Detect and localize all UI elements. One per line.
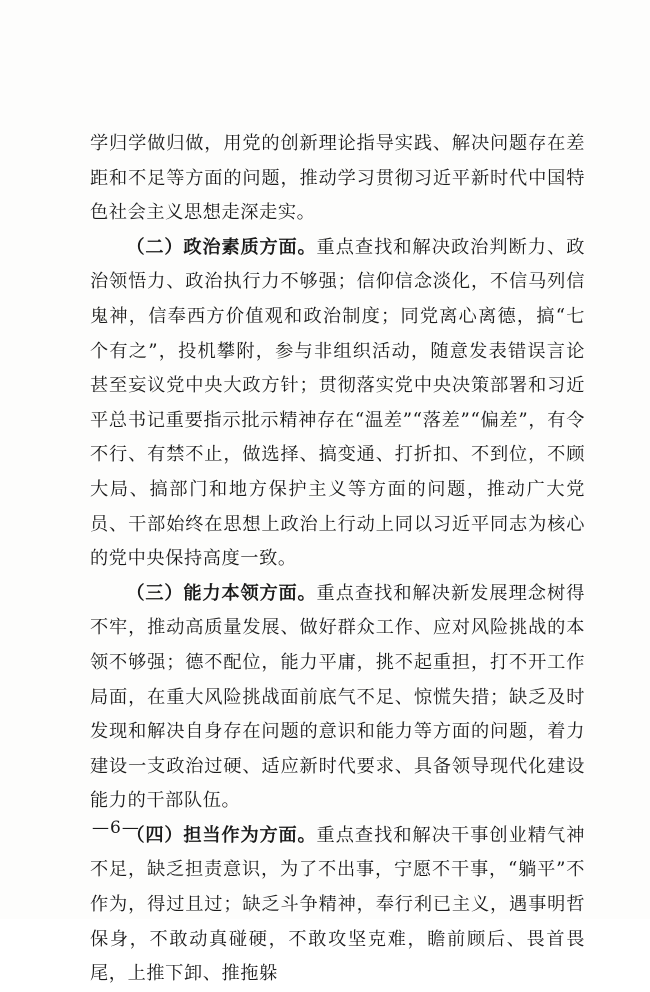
section-body: 重点查找和解决政治判断力、政治领悟力、政治执行力不够强；信仰信念淡化，不信马列信鬼神，信奉西方价值观和政治制度；同党离心离德，搞“七个有之”，投机攀附，参与非组织活动，随意发表错误言论甚至妄议党中央大政方针；贯彻落实党中央决策部署和习近平总书记重要指示批示精神存在“温差”“落差”“偏差”，有令不行、有禁不止，做选择、搞变通、打折扣、不到位，不顾大局、搞部门和地方保护主义等方面的问题，推动广大党员、干部始终在思想上政治上行动上同以习近平同志为核心的党中央保持高度一致。 bbox=[90, 236, 585, 570]
section-body: 重点查找和解决新发展理念树得不牢，推动高质量发展、做好群众工作、应对风险挑战的本领不够强；德不配位，能力平庸，挑不起重担，打不开工作局面，在重大风险挑战面前底气不足、惊慌失措；缺乏及时发现和解决自身存在问题的意识和能力等方面的问题，着力建设一支政治过硬、适应新时代要求、具备领导现代化建设能力的干部队伍。 bbox=[90, 582, 585, 812]
section-heading: （四）担当作为方面。 bbox=[126, 824, 317, 846]
page-number: —6— bbox=[92, 818, 140, 838]
section-political-quality bbox=[90, 231, 585, 577]
continuation-paragraph: 学归学做归做，用党的创新理论指导实践、解决问题存在差距和不足等方面的问题，推动学习贯彻习近平新时代中国特色社会主义思想走深走实。 bbox=[90, 133, 585, 224]
section-responsibility bbox=[90, 819, 585, 992]
section-heading: （二）政治素质方面。 bbox=[126, 236, 317, 258]
section-heading: （三）能力本领方面。 bbox=[126, 582, 317, 604]
section-ability bbox=[90, 577, 585, 819]
section-body: 重点查找和解决干事创业精气神不足，缺乏担责意识，为了不出事，宁愿不干事，“躺平”不作为，得过且过；缺乏斗争精神，奉行利已主义，遇事明哲保身，不敢动真碰硬，不敢攻坚克难，瞻前顾后、畏首畏尾，上推下卸、推拖躲 bbox=[90, 824, 585, 985]
document-body bbox=[90, 127, 585, 992]
